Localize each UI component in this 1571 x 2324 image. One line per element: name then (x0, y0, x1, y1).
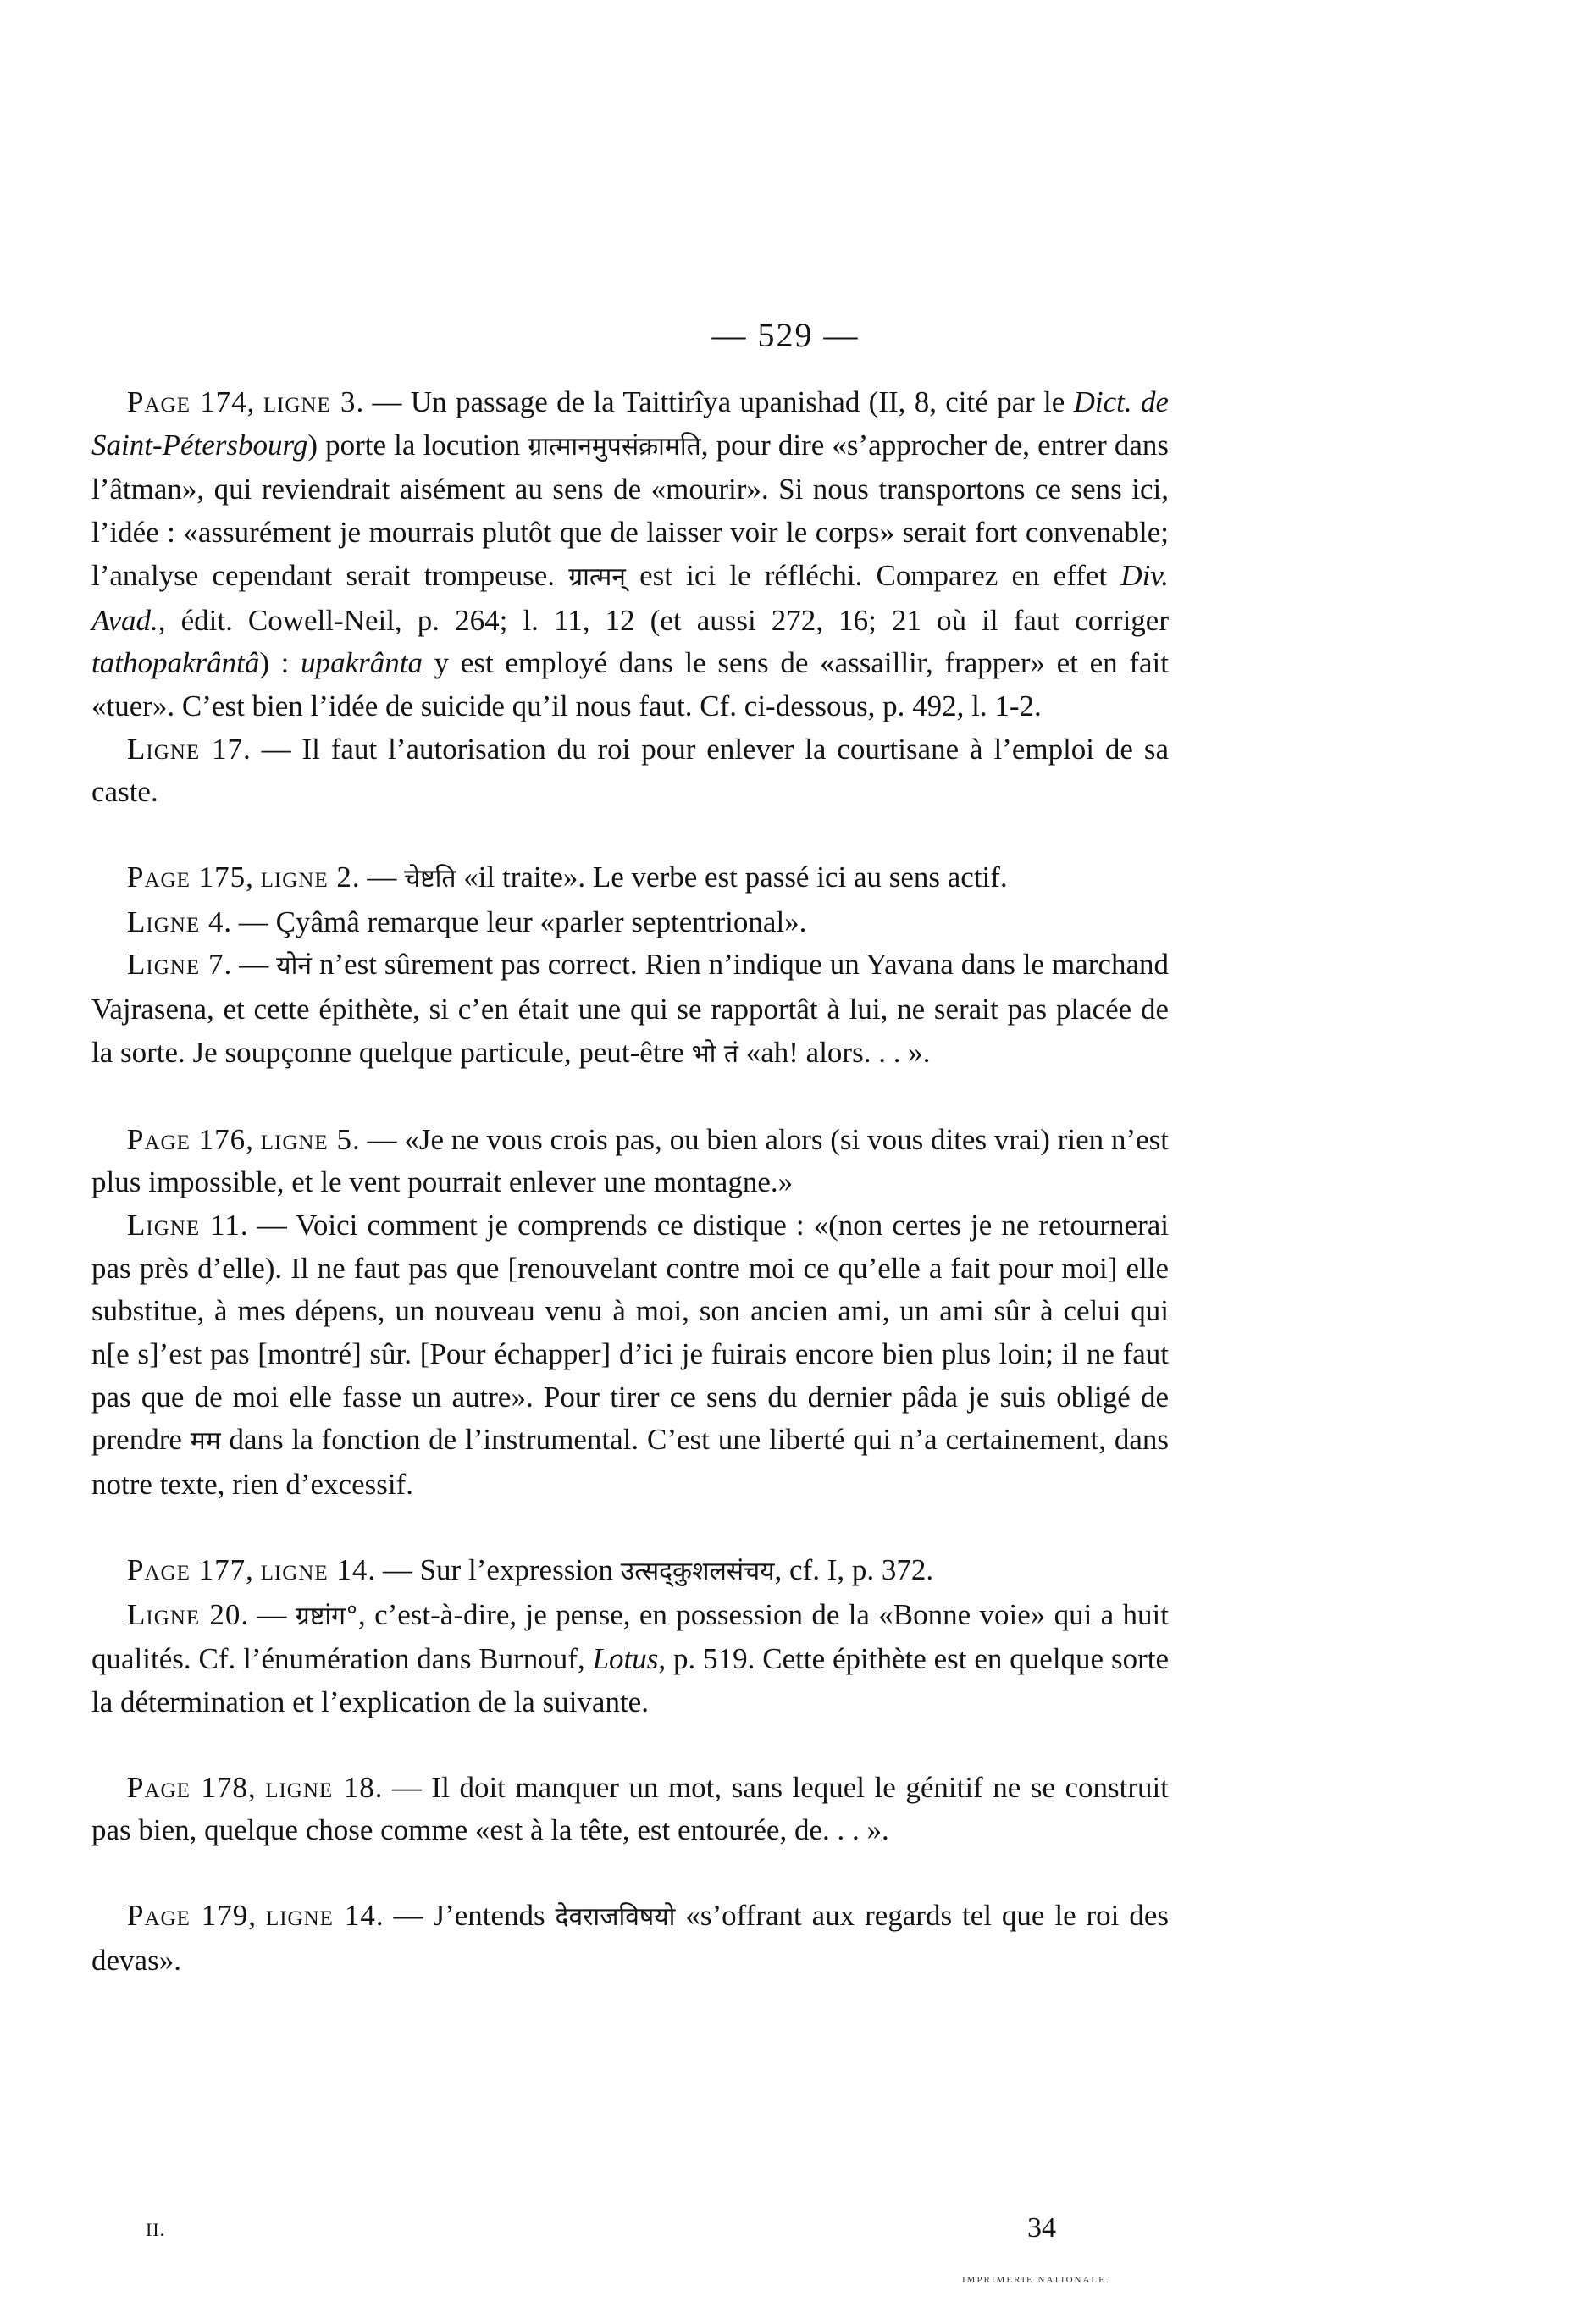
sanskrit-term: चेष्टति (404, 864, 456, 894)
line-ref: ligne 3 (263, 385, 357, 418)
page-ref: Page 178 (127, 1770, 248, 1804)
note-text: . — Çyâmâ remarque leur «parler septentrional». (224, 905, 807, 938)
section-gap (91, 1076, 1169, 1119)
note-text: . — Il doit manquer un mot, sans lequel le génitif ne se construit pas bien, quelque chose comme «est à la tête, est entourée, de. . . ». (91, 1770, 1169, 1847)
ref-separator: , (247, 1770, 266, 1804)
page-ref: Page 179 (127, 1899, 249, 1933)
note-text: . — (351, 860, 405, 894)
sanskrit-term: योनं (276, 951, 312, 982)
sanskrit-term: मम (190, 1426, 221, 1457)
page-ref: Page 174 (127, 385, 247, 418)
section-gap (91, 814, 1169, 856)
note-text: ) porte la locution (307, 428, 528, 462)
note-text: , édit. Cowell-Neil, p. 264; l. 11, 12 (et aussi 272, 16; 21 où il faut corriger (158, 603, 1169, 637)
note-text: . — «Je ne vous crois pas, ou bien alors (si vous dites vrai) rien n’est plus impossible, et le vent pourrait enlever une montagne.» (91, 1122, 1170, 1199)
line-ref: ligne 14 (265, 1899, 376, 1933)
note-line-11 (91, 1204, 1169, 1507)
section-gap (91, 1724, 1169, 1767)
citation: Dict. de Saint-Pétersbourg (91, 385, 1169, 462)
note-text: «il traite». Le verbe est passé ici au sens actif. (456, 860, 1008, 894)
citation: tathopakrântâ (91, 646, 260, 680)
note-text: . — J’entends (375, 1899, 556, 1933)
note-text: . — Sur l’expression (368, 1552, 621, 1586)
sanskrit-term: उत्सद्कुशलसंचय (620, 1556, 775, 1586)
sanskrit-term: ग्रात्मानमुपसंक्रामति (528, 431, 701, 462)
citation: upakrânta (301, 646, 423, 680)
note-page-174-line-3 (91, 381, 1169, 728)
note-text: «ah! alors. . . ». (738, 1035, 931, 1069)
page-ref: Page 176 (127, 1122, 246, 1156)
line-ref: ligne 14 (260, 1552, 368, 1586)
line-ref: Ligne 4 (127, 905, 224, 938)
page-ref: Page 177 (127, 1552, 246, 1586)
note-text: est ici le réfléchi. Comparez en effet (625, 558, 1121, 592)
citation: Div. Avad. (91, 558, 1170, 637)
line-ref: ligne 2 (260, 860, 352, 894)
note-text: . — Voici comment je comprends ce distique : «(non certes je ne retournerai pas près d’elle). Il ne faut pas que [renouvelant contre moi ce qu’elle a fait pour moi] elle substitue, à mes dépens, un nouveau venu à moi, son ancien ami, un ami sûr à celui qui n[e s]’est pas [montré] sûr. [Pour échapper] d’ici je fuirais encore bien plus loin; il ne faut pas que de moi elle fasse un autre». Pour tirer ce sens du dernier pâda je suis obligé de prendre (91, 1208, 1169, 1457)
sanskrit-term: भो तं (691, 1038, 738, 1069)
sanskrit-term: ग्रष्टांग° (295, 1601, 358, 1631)
line-ref: Ligne 17 (127, 732, 243, 766)
note-line-17 (91, 728, 1169, 814)
page-number: — 529 — (711, 316, 860, 354)
note-text: . — Un passage de la Taittirîya upanishad (II, 8, cité par le (356, 385, 1074, 418)
ref-separator: , (246, 1122, 261, 1156)
note-text: , c’est-à-dire, je pense, en possession de la «Bonne voie» qui a huit qualités. Cf. l’énumération dans Burnouf, (91, 1597, 1170, 1676)
sheet-number: 34 (1027, 2212, 1056, 2244)
page-ref: Page 175 (127, 860, 246, 894)
note-text: . — (224, 948, 277, 982)
note-page-176-line-5 (91, 1119, 1169, 1204)
section-gap (91, 1852, 1169, 1895)
printer-imprint: IMPRIMERIE NATIONALE. (962, 2275, 1110, 2285)
sanskrit-term: देवराजविषयो (555, 1902, 676, 1933)
ref-separator: , (248, 1899, 266, 1933)
note-line-7 (91, 943, 1169, 1076)
note-page-175-line-2 (91, 856, 1169, 901)
note-text: y est employé dans le sens de «assaillir, frapper» et en fait «tuer». C’est bien l’idée de suicide qu’il nous faut. Cf. ci-dessous, p. 492, l. 1-2. (91, 646, 1169, 722)
line-ref: ligne 18 (265, 1770, 375, 1804)
ref-separator: , (246, 860, 261, 894)
signature-mark: II. (146, 2219, 166, 2240)
sanskrit-term: ग्रात्मन् (568, 562, 626, 592)
note-line-4 (91, 901, 1169, 944)
note-text: , cf. I, p. 372. (774, 1552, 934, 1586)
line-ref: Ligne 11 (127, 1208, 241, 1242)
citation: Lotus (592, 1642, 659, 1676)
note-text: . — Il faut l’autorisation du roi pour enlever la courtisane à l’emploi de sa caste. (91, 732, 1169, 809)
note-page-178-line-18 (91, 1767, 1169, 1852)
note-page-177-line-14 (91, 1549, 1169, 1594)
line-ref: Ligne 7 (127, 948, 224, 982)
ref-separator: , (246, 1552, 261, 1586)
line-ref: ligne 5 (260, 1122, 352, 1156)
note-text: dans la fonction de l’instrumental. C’est une liberté qui n’a certainement, dans notre texte, rien d’excessif. (91, 1423, 1169, 1502)
line-ref: Ligne 20 (127, 1597, 241, 1631)
notes-body (91, 381, 1169, 1983)
note-text: «s’offrant aux regards tel que le roi des devas». (91, 1899, 1169, 1977)
ref-separator: , (246, 385, 263, 418)
note-text: ) : (259, 646, 301, 680)
note-page-179-line-14 (91, 1895, 1169, 1982)
note-text: , p. 519. Cette épithète est en quelque sorte la détermination et l’explication de la suivante. (91, 1642, 1169, 1718)
note-line-20 (91, 1594, 1169, 1724)
note-text: n’est sûrement pas correct. Rien n’indique un Yavana dans le marchand Vajrasena, et cette épithète, si c’en était une qui se rapportât à lui, ne serait pas placée de la sorte. Je soupçonne quelque particule, peut-être (91, 948, 1169, 1069)
note-text: , pour dire «s’approcher de, entrer dans l’âtman», qui reviendrait aisément au sens de «mourir». Si nous transportons ce sens ici, l’idée : «assurément je mourrais plutôt que de laisser voir le corps» serait fort convenable; l’analyse cependant serait trompeuse. (91, 428, 1169, 592)
section-gap (91, 1507, 1169, 1549)
note-text: . — (241, 1597, 296, 1631)
